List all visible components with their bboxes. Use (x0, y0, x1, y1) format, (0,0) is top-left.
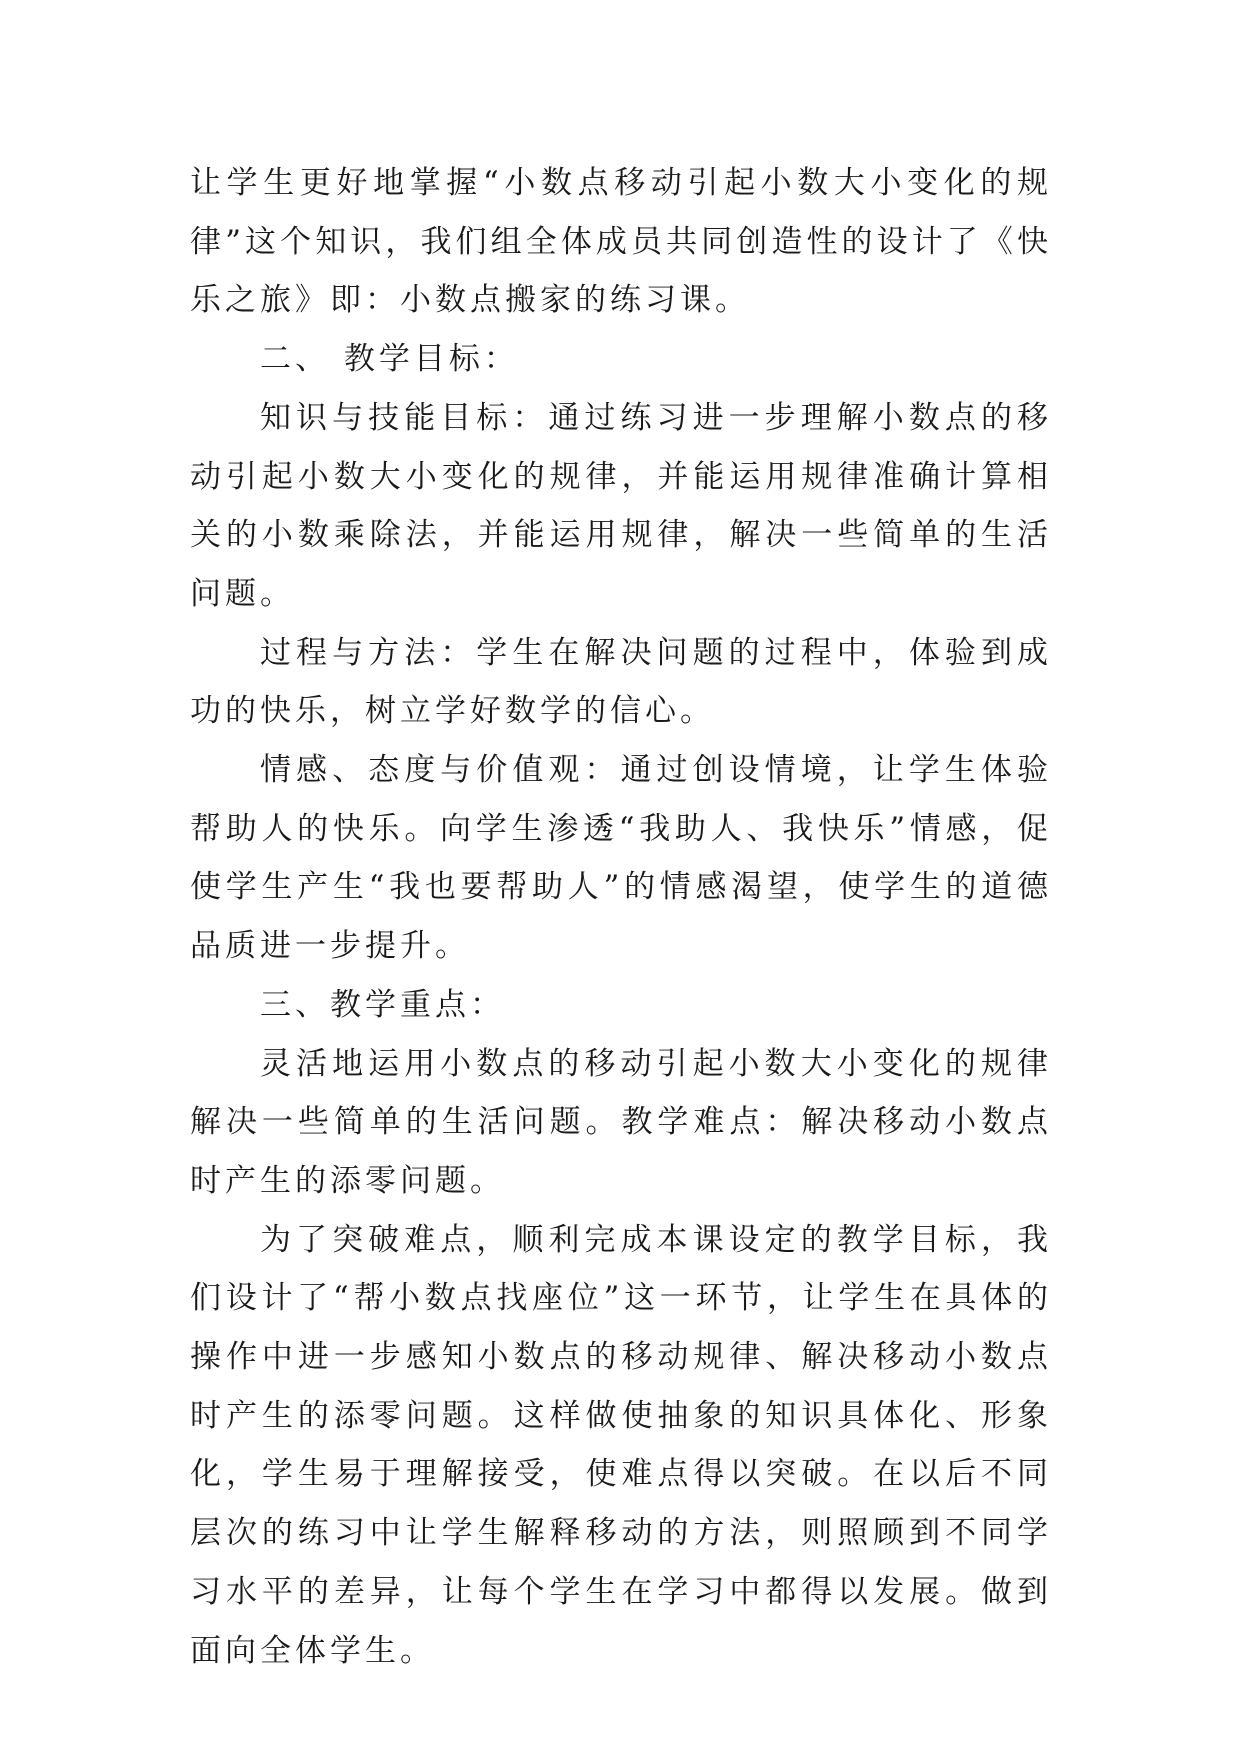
document-body (190, 154, 1052, 1680)
paragraph-breakthrough-design: 为了突破难点，顺利完成本课设定的教学目标，我们设计了“帮小数点找座位”这一环节，让学生在具体的操作中进一步感知小数点的移动规律、解决移动小数点时产生的添零问题。这样做使抽象的知识具体化、形象化，学生易于理解接受，使难点得以突破。在以后不同层次的练习中让学生解释移动的方法，则照顾到不同学习水平的差异，让每个学生在学习中都得以发展。做到面向全体学生。 (190, 1221, 1052, 1669)
paragraph-emotion-attitude-values: 情感、态度与价值观：通过创设情境，让学生体验帮助人的快乐。向学生渗透“我助人、我快乐”情感，促使学生产生“我也要帮助人”的情感渴望，使学生的道德品质进一步提升。 (190, 752, 1052, 965)
paragraph-knowledge-skill-goals: 知识与技能目标：通过练习进一步理解小数点的移动引起小数大小变化的规律，并能运用规律准确计算相关的小数乘除法，并能运用规律，解决一些简单的生活问题。 (190, 399, 1052, 612)
heading-teaching-focus: 三、教学重点： (260, 986, 505, 1023)
paragraph-process-method: 过程与方法：学生在解决问题的过程中，体验到成功的快乐，树立学好数学的信心。 (190, 634, 1052, 730)
paragraph-focus-and-difficulty: 灵活地运用小数点的移动引起小数大小变化的规律解决一些简单的生活问题。教学难点：解决移动小数点时产生的添零问题。 (190, 1045, 1052, 1199)
heading-teaching-goals: 二、 教学目标： (260, 341, 519, 378)
paragraph-intro: 让学生更好地掌握“小数点移动引起小数大小变化的规律”这个知识，我们组全体成员共同创造性的设计了《快乐之旅》即：小数点搬家的练习课。 (190, 165, 1052, 319)
